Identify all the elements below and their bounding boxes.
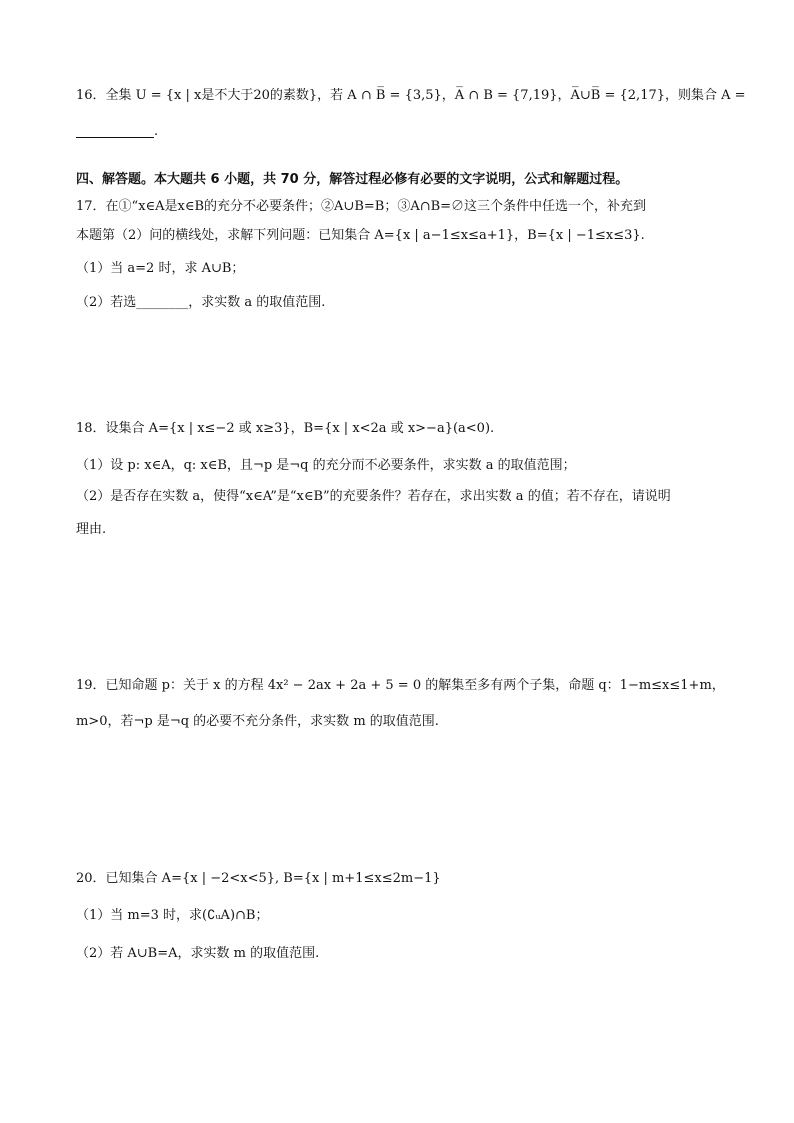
problem-17-line2: 本题第（2）问的横线处，求解下列问题：已知集合 A={x | a−1≤x≤a+1}，B={x | −1≤x≤3}. xyxy=(76,228,645,243)
problem-17-q1: （1）当 a=2 时，求 A∪B； xyxy=(76,261,245,276)
section-heading: 四、解答题。本大题共 6 小题，共 70 分，解答过程必修有必要的文字说明，公式和解题过程。 xyxy=(76,172,629,187)
problem-16-period: . xyxy=(154,124,159,139)
problem-19-line2: m>0，若¬p 是¬q 的必要不充分条件，求实数 m 的取值范围. xyxy=(76,714,439,729)
problem-16-text: 16．全集 U = {x | x是不大于20的素数}，若 A ∩ B̅ = {3,5}，A̅ ∩ B = {7,19}，A̅∪B̅ = {2,17}，则集合 A = xyxy=(76,88,746,103)
problem-18-q2-line1: （2）是否存在实数 a，使得“x∈A”是“x∈B”的充要条件？若存在，求出实数 a 的值；若不存在，请说明 xyxy=(76,489,671,504)
answer-blank xyxy=(76,137,154,138)
problem-20-q1: （1）当 m=3 时，求(∁ᵤA)∩B； xyxy=(76,908,269,923)
problem-18-line1: 18．设集合 A={x | x≤−2 或 x≥3}，B={x | x<2a 或 x>−a}(a<0). xyxy=(76,421,495,436)
problem-18-q2-line2: 理由. xyxy=(76,522,107,537)
problem-18-q1: （1）设 p: x∈A，q: x∈B，且¬p 是¬q 的充分而不必要条件，求实数 a 的取值范围； xyxy=(76,458,576,473)
problem-19-line1: 19．已知命题 p：关于 x 的方程 4x² − 2ax + 2a + 5 = 0 的解集至多有两个子集，命题 q：1−m≤x≤1+m， xyxy=(76,678,725,693)
problem-20-q2: （2）若 A∪B=A，求实数 m 的取值范围. xyxy=(76,946,320,961)
problem-17-q2: （2）若选________，求实数 a 的取值范围. xyxy=(76,295,326,310)
problem-17-line1: 17．在①“x∈A是x∈B的充分不必要条件；②A∪B=B；③A∩B=∅这三个条件中任选一个，补充到 xyxy=(76,199,647,214)
problem-20-line1: 20．已知集合 A={x | −2<x<5}, B={x | m+1≤x≤2m−1} xyxy=(76,871,441,886)
